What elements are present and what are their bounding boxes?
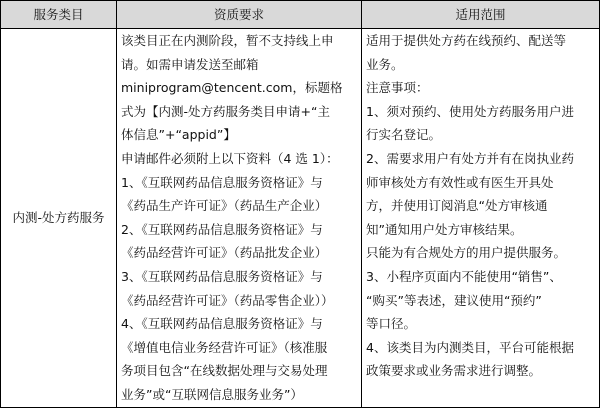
requirements-line: 4、《互联网药品信息服务资格证》与	[121, 316, 323, 332]
requirements-line: 《药品生产许可证》（药品生产企业）	[121, 198, 328, 214]
scope-line: 3、小程序页面内不能使用“销售”、	[366, 268, 562, 284]
scope-line: 等口径。	[366, 316, 417, 332]
requirements-line: 请。如需申请发送至邮箱	[121, 56, 259, 72]
requirements-line: 《增值电信业务经营许可证》（核准服	[121, 339, 328, 355]
scope-line: 注意事项：	[366, 80, 429, 96]
requirements-line: 2、《互联网药品信息服务资格证》与	[121, 221, 323, 237]
requirements-line: 《药品经营许可证》（药品批发企业）	[121, 245, 328, 261]
requirements-line: 务项目包含“在线数据处理与交易处理	[121, 363, 328, 379]
scope-cell	[362, 29, 600, 408]
requirements-line: 申请邮件必须附上以下资料（4 选 1）：	[121, 150, 339, 166]
category-cell: 内测-处方药服务	[1, 29, 117, 408]
scope-line: 方，并使用订阅消息“处方审核通	[366, 198, 548, 214]
table-row	[1, 29, 600, 408]
requirements-line: 式为【内测-处方药服务类目申请+“主	[121, 103, 330, 119]
header-service-category: 服务类目	[1, 1, 117, 29]
scope-line: 2、需要求用户有处方并有在岗执业药	[366, 150, 574, 166]
scope-line: 1、须对预约、使用处方药服务用户进	[366, 103, 574, 119]
requirements-line: 1、《互联网药品信息服务资格证》与	[121, 174, 323, 190]
scope-line: “购买”等表述，建议使用“预约”	[366, 292, 542, 308]
scope-line: 只能为有合规处方的用户提供服务。	[366, 245, 567, 261]
scope-line: 师审核处方有效性或有医生开具处	[366, 174, 554, 190]
header-applicable-scope: 适用范围	[362, 1, 600, 29]
scope-line: 4、该类目为内测类目，平台可能根据	[366, 339, 574, 355]
scope-line: 适用于提供处方药在线预约、配送等	[366, 33, 567, 48]
scope-line: 行实名登记。	[366, 127, 442, 143]
scope-line: 知”通知用户处方审核结果。	[366, 221, 523, 237]
requirements-line: 体信息”+“appid”】	[121, 127, 236, 143]
requirements-cell	[117, 29, 362, 408]
requirements-line: miniprogram@tencent.com，标题格	[121, 80, 343, 96]
table-header-row	[1, 1, 600, 29]
requirements-line: 3、《互联网药品信息服务资格证》与	[121, 268, 323, 284]
requirements-line: 业务”或“互联网信息服务业务”）	[121, 386, 303, 402]
requirements-line: 该类目正在内测阶段，暂不支持线上申	[121, 33, 334, 48]
scope-line: 业务。	[366, 56, 404, 72]
requirements-line: 《药品经营许可证》（药品零售企业））	[121, 292, 334, 308]
scope-line: 政策要求或业务需求进行调整。	[366, 363, 542, 379]
header-qualification-requirements: 资质要求	[117, 1, 362, 29]
